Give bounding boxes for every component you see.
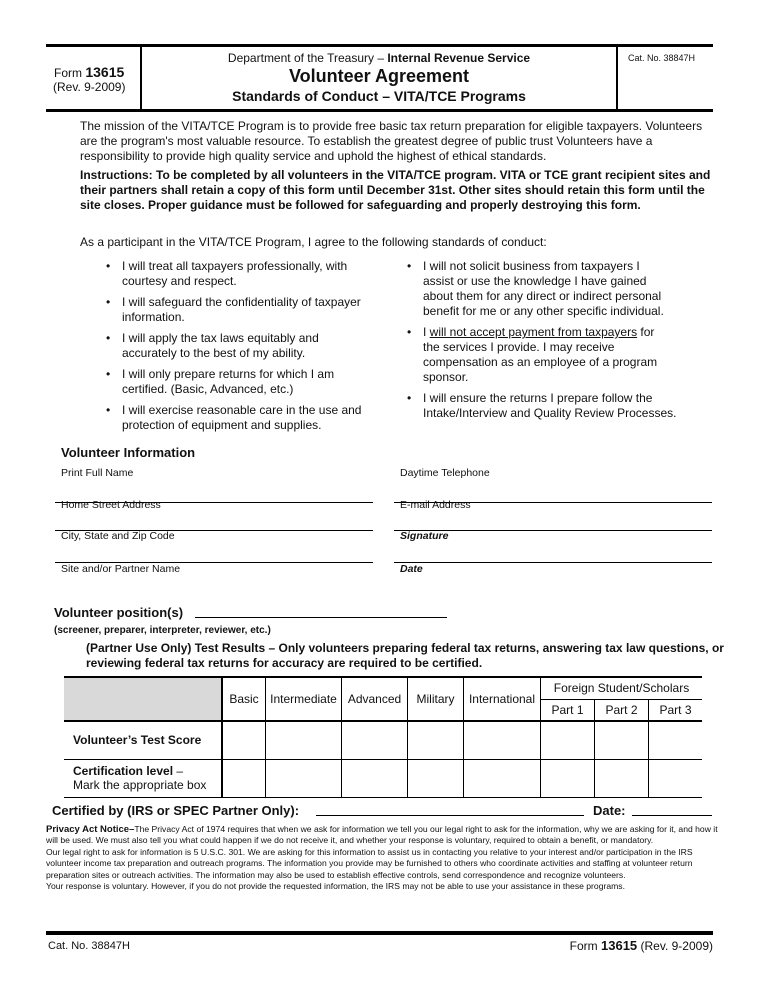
footer-form-label: Form [569,939,598,953]
field-label: City, State and Zip Code [61,530,175,542]
col-header: Part 3 [649,699,703,721]
mission-statement: The mission of the VITA/TCE Program is to provide free basic tax return preparation for eligible taxpayers. Volunteers are the program's most valuable resource. To establish the greatest degree of public trust Volunteers have a responsibility to provide high quality service and uphold the highest of ethical standards. [80,119,703,163]
col-header: Intermediate [266,677,342,721]
standard-item: • I will ensure the returns I prepare follow the Intake/Interview and Quality Review Processes. [407,391,697,421]
agreement-lead: As a participant in the VITA/TCE Program, I agree to the following standards of conduct: [80,235,547,249]
field-label: Signature [400,530,449,542]
privacy-paragraph [46,824,718,847]
row-label-sub: Mark the appropriate box [73,778,207,792]
form-label: Form [54,66,82,80]
col-header: Basic [222,677,266,721]
date-field[interactable] [394,563,712,599]
city-state-zip-field[interactable] [55,530,373,566]
page-subtitle: Standards of Conduct – VITA/TCE Programs [232,88,526,104]
volunteer-position-note: (screener, preparer, interpreter, reviewer, etc.) [54,625,271,636]
privacy-act-notice [46,824,718,892]
privacy-paragraph: Our legal right to ask for information is 5 U.S.C. 301. We are asking for this information to assist us in contacting you relative to your interest and/or participation in the IRS volunteer income tax preparation and outreach programs. The information you provide may be furnished to others who coordinate activities and staffing at volunteer return preparation sites or outreach activities. The information may also be used to establish effective controls, send correspondence and recognize volunteers. [46,846,693,880]
footer-form-number: 13615 [601,938,638,953]
privacy-text: The Privacy Act of 1974 requires that when we ask for information we tell you our legal right to ask for the information, why we are asking for it, and how it will be used. We must also tell you what could happen if we do not receive it, and whether your response is voluntary, required to obtain a benefit, or mandatory. [46,824,718,846]
privacy-paragraph: Your response is voluntary. However, if you do not provide the requested information, the IRS may not be able to use your assistance in these programs. [46,881,625,892]
daytime-telephone-field[interactable] [394,467,712,503]
certified-by-label: Certified by (IRS or SPEC Partner Only): [52,803,300,818]
cert-checkbox-intermediate[interactable] [266,759,342,797]
score-cell-intermediate[interactable] [266,721,342,759]
score-cell-military[interactable] [408,721,464,759]
title-block [142,47,616,104]
standard-item: • I will safeguard the confidentiality of taxpayer information. [106,295,374,325]
standard-item: • I will only prepare returns for which I am certified. (Basic, Advanced, etc.) [106,367,374,397]
volunteer-position-label: Volunteer position(s) [54,605,184,620]
privacy-heading: Privacy Act Notice– [46,824,135,835]
full-name-field[interactable] [55,467,373,503]
department [142,51,616,65]
field-label: E-mail Address [400,499,471,511]
cert-checkbox-advanced[interactable] [342,759,408,797]
certified-by-input[interactable] [316,815,584,816]
group-header: Foreign Student/Scholars [541,677,703,699]
score-cell-advanced[interactable] [342,721,408,759]
standard-suffix: for the services I provide. I may receive compensation as an employee of a program sponsor. [423,325,658,384]
form-id-box [46,47,142,109]
cert-checkbox-military[interactable] [408,759,464,797]
cert-checkbox-basic[interactable] [222,759,266,797]
form-header [46,44,713,112]
field-label: Site and/or Partner Name [61,563,181,575]
col-header: Part 2 [595,699,649,721]
catalog-number: Cat. No. 38847H [628,53,696,63]
catalog-box [616,47,713,109]
cert-checkbox-part2[interactable] [595,759,649,797]
col-header: Advanced [342,677,408,721]
instructions: Instructions: To be completed by all volunteers in the VITA/TCE program. VITA or TCE grant recipient sites and their partners shall retain a copy of this form until December 31st. Other sites should retain this form until the site closes. Proper guidance must be followed for safeguarding and properly destroying this form. [80,168,711,212]
footer-divider [46,931,713,935]
score-cell-part1[interactable] [541,721,595,759]
score-cell-international[interactable] [464,721,541,759]
cert-checkbox-international[interactable] [464,759,541,797]
volunteer-info-title: Volunteer Information [61,445,196,460]
standard-prefix: I [423,325,430,339]
col-header: International [464,677,541,721]
field-label: Daytime Telephone [400,467,490,479]
score-cell-part2[interactable] [595,721,649,759]
footer-form-id [570,938,713,953]
department-name: Department of the Treasury – [227,51,388,65]
standard-item: • I will treat all taxpayers professionally, with courtesy and respect. [106,259,374,289]
score-cell-basic[interactable] [222,721,266,759]
certification-date-input[interactable] [632,815,712,816]
cert-checkbox-part3[interactable] [649,759,703,797]
underlined-text: will not accept payment from taxpayers [429,325,638,339]
standard-item [407,325,673,385]
page-title: Volunteer Agreement [288,66,470,86]
row-label-dash: – [173,764,184,778]
footer-revision: (Rev. 9-2009) [640,939,713,953]
row-label: Volunteer’s Test Score [64,721,222,759]
form-number [54,64,124,80]
site-partner-name-field[interactable] [55,563,373,599]
form-revision: (Rev. 9-2009) [53,80,126,94]
test-score-row [64,721,702,759]
form-number-value: 13615 [85,64,125,80]
field-label: Date [400,563,423,575]
table-corner [64,677,222,721]
certification-date-label: Date: [593,803,626,818]
standards-list-right [407,259,697,427]
agency-name: Internal Revenue Service [387,51,531,65]
field-label: Home Street Address [61,499,161,511]
footer-catalog-number: Cat. No. 38847H [48,940,130,952]
score-cell-part3[interactable] [649,721,703,759]
volunteer-position-input[interactable] [195,617,447,618]
cert-checkbox-part1[interactable] [541,759,595,797]
standard-item: • I will apply the tax laws equitably and accurately to the best of my ability. [106,331,374,361]
signature-field[interactable] [394,530,712,566]
test-results-intro: (Partner Use Only) Test Results – Only volunteers preparing federal tax returns, answering tax law questions, or reviewing federal tax returns for accuracy are required to be certified. [86,641,724,670]
standard-item: • I will exercise reasonable care in the use and protection of equipment and supplies. [106,403,374,433]
field-label: Print Full Name [61,467,134,479]
row-label-bold: Certification level [73,764,174,778]
row-label [64,759,222,797]
certification-row [64,759,702,797]
standards-list-left [106,259,374,439]
col-header: Military [408,677,464,721]
test-results-table [64,676,702,798]
standard-item: • I will not solicit business from taxpayers I assist or use the knowledge I have gained about them for any direct or indirect personal benefit for me or any other specific individual. [407,259,673,319]
col-header: Part 1 [541,699,595,721]
